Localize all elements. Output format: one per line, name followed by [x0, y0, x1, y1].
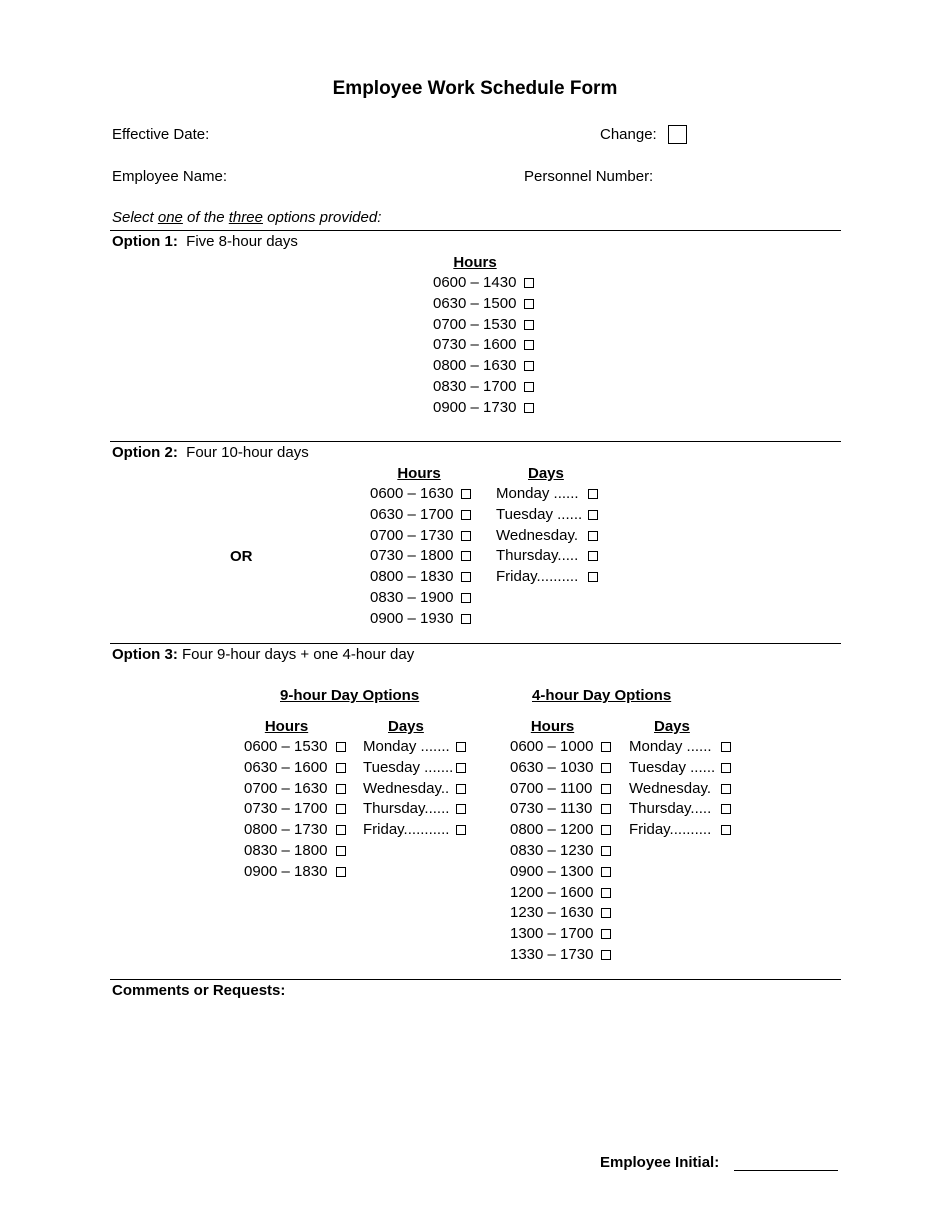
divider-option1 [110, 230, 841, 231]
option2-hour-row[interactable]: 0800 – 1830 [370, 567, 453, 588]
four-hour-hour-row[interactable]: 1230 – 1630 [510, 903, 593, 924]
four-hour-hour-row[interactable]: 0800 – 1200 [510, 820, 593, 841]
change-checkbox[interactable] [668, 125, 687, 144]
nine-hour-days-list [363, 737, 453, 841]
four-hour-hour-row[interactable]: 1300 – 1700 [510, 924, 593, 945]
option2-hour-row[interactable]: 0630 – 1700 [370, 505, 453, 526]
four-hour-hours-header: Hours [530, 718, 575, 735]
nine-hour-day-row[interactable]: Monday ....... [363, 737, 453, 758]
option1-hour-row[interactable]: 0600 – 1430 [433, 273, 516, 294]
nine-hour-hour-row[interactable]: 0730 – 1700 [244, 799, 327, 820]
comments-area[interactable] [112, 1005, 840, 1145]
option2-hour-row[interactable]: 0730 – 1800 [370, 546, 453, 567]
option1-hours-header: Hours [453, 254, 497, 271]
option3-heading: Option 3: Four 9-hour days + one 4-hour day [112, 646, 415, 663]
option2-hours-list [370, 484, 453, 630]
option2-days-list [496, 484, 582, 588]
option2-day-row[interactable]: Friday.......... [496, 567, 582, 588]
option2-day-row[interactable]: Monday ...... [496, 484, 582, 505]
option1-hour-row[interactable]: 0630 – 1500 [433, 294, 516, 315]
four-hour-day-row[interactable]: Thursday..... [629, 799, 715, 820]
option2-hour-row[interactable]: 0700 – 1730 [370, 526, 453, 547]
option2-days-header: Days [528, 465, 564, 482]
four-hour-day-row[interactable]: Friday.......... [629, 820, 715, 841]
four-hour-day-row[interactable]: Wednesday. [629, 779, 715, 800]
option1-hour-row[interactable]: 0830 – 1700 [433, 377, 516, 398]
effective-date-label: Effective Date: [112, 126, 210, 143]
four-hour-title: 4-hour Day Options [532, 687, 672, 704]
four-hour-hour-row[interactable]: 1330 – 1730 [510, 945, 593, 966]
four-hour-hour-row[interactable]: 0600 – 1000 [510, 737, 593, 758]
four-hour-days-header: Days [654, 718, 690, 735]
four-hour-hour-row[interactable]: 0700 – 1100 [510, 779, 593, 800]
option2-day-row[interactable]: Wednesday. [496, 526, 582, 547]
instructions: Select one of the three options provided: [112, 209, 382, 226]
nine-hour-hour-row[interactable]: 0830 – 1800 [244, 841, 327, 862]
four-hour-hours-list [510, 737, 593, 966]
option1-hour-row[interactable]: 0700 – 1530 [433, 315, 516, 336]
nine-hour-day-row[interactable]: Friday........... [363, 820, 453, 841]
employee-name-label: Employee Name: [112, 168, 228, 185]
nine-hour-day-row[interactable]: Tuesday ....... [363, 758, 453, 779]
divider-option2 [110, 441, 841, 442]
option2-hour-row[interactable]: 0600 – 1630 [370, 484, 453, 505]
nine-hour-hour-row[interactable]: 0700 – 1630 [244, 779, 327, 800]
nine-hour-day-row[interactable]: Wednesday.. [363, 779, 453, 800]
four-hour-hour-row[interactable]: 0730 – 1130 [510, 799, 593, 820]
nine-hour-hour-row[interactable]: 0900 – 1830 [244, 862, 327, 883]
nine-hour-title: 9-hour Day Options [280, 687, 420, 704]
option1-hour-row[interactable]: 0900 – 1730 [433, 398, 516, 419]
form-title: Employee Work Schedule Form [332, 78, 618, 99]
option1-hour-row[interactable]: 0800 – 1630 [433, 356, 516, 377]
nine-hour-hours-header: Hours [264, 718, 309, 735]
employee-initial-label: Employee Initial: [600, 1154, 720, 1171]
option1-hours-list [433, 273, 516, 419]
option2-day-row[interactable]: Tuesday ...... [496, 505, 582, 526]
option2-hours-header: Hours [397, 465, 441, 482]
option2-hour-row[interactable]: 0900 – 1930 [370, 609, 453, 630]
four-hour-hour-row[interactable]: 1200 – 1600 [510, 883, 593, 904]
option2-heading: Option 2: Four 10-hour days [112, 444, 309, 461]
divider-comments [110, 979, 841, 980]
nine-hour-hour-row[interactable]: 0600 – 1530 [244, 737, 327, 758]
option1-hour-row[interactable]: 0730 – 1600 [433, 335, 516, 356]
four-hour-days-list [629, 737, 715, 841]
option2-or-label: OR [230, 548, 253, 565]
option2-day-row[interactable]: Thursday..... [496, 546, 582, 567]
option1-heading: Option 1: Five 8-hour days [112, 233, 298, 250]
nine-hour-day-row[interactable]: Thursday...... [363, 799, 453, 820]
four-hour-day-row[interactable]: Monday ...... [629, 737, 715, 758]
four-hour-day-row[interactable]: Tuesday ...... [629, 758, 715, 779]
four-hour-hour-row[interactable]: 0830 – 1230 [510, 841, 593, 862]
comments-label: Comments or Requests: [112, 982, 286, 999]
nine-hour-days-header: Days [388, 718, 424, 735]
employee-initial-line[interactable] [734, 1170, 838, 1171]
change-label: Change: [600, 126, 657, 143]
nine-hour-hour-row[interactable]: 0800 – 1730 [244, 820, 327, 841]
personnel-number-label: Personnel Number: [524, 168, 654, 185]
nine-hour-hour-row[interactable]: 0630 – 1600 [244, 758, 327, 779]
divider-option3 [110, 643, 841, 644]
four-hour-hour-row[interactable]: 0630 – 1030 [510, 758, 593, 779]
nine-hour-hours-list [244, 737, 327, 883]
four-hour-hour-row[interactable]: 0900 – 1300 [510, 862, 593, 883]
option2-hour-row[interactable]: 0830 – 1900 [370, 588, 453, 609]
